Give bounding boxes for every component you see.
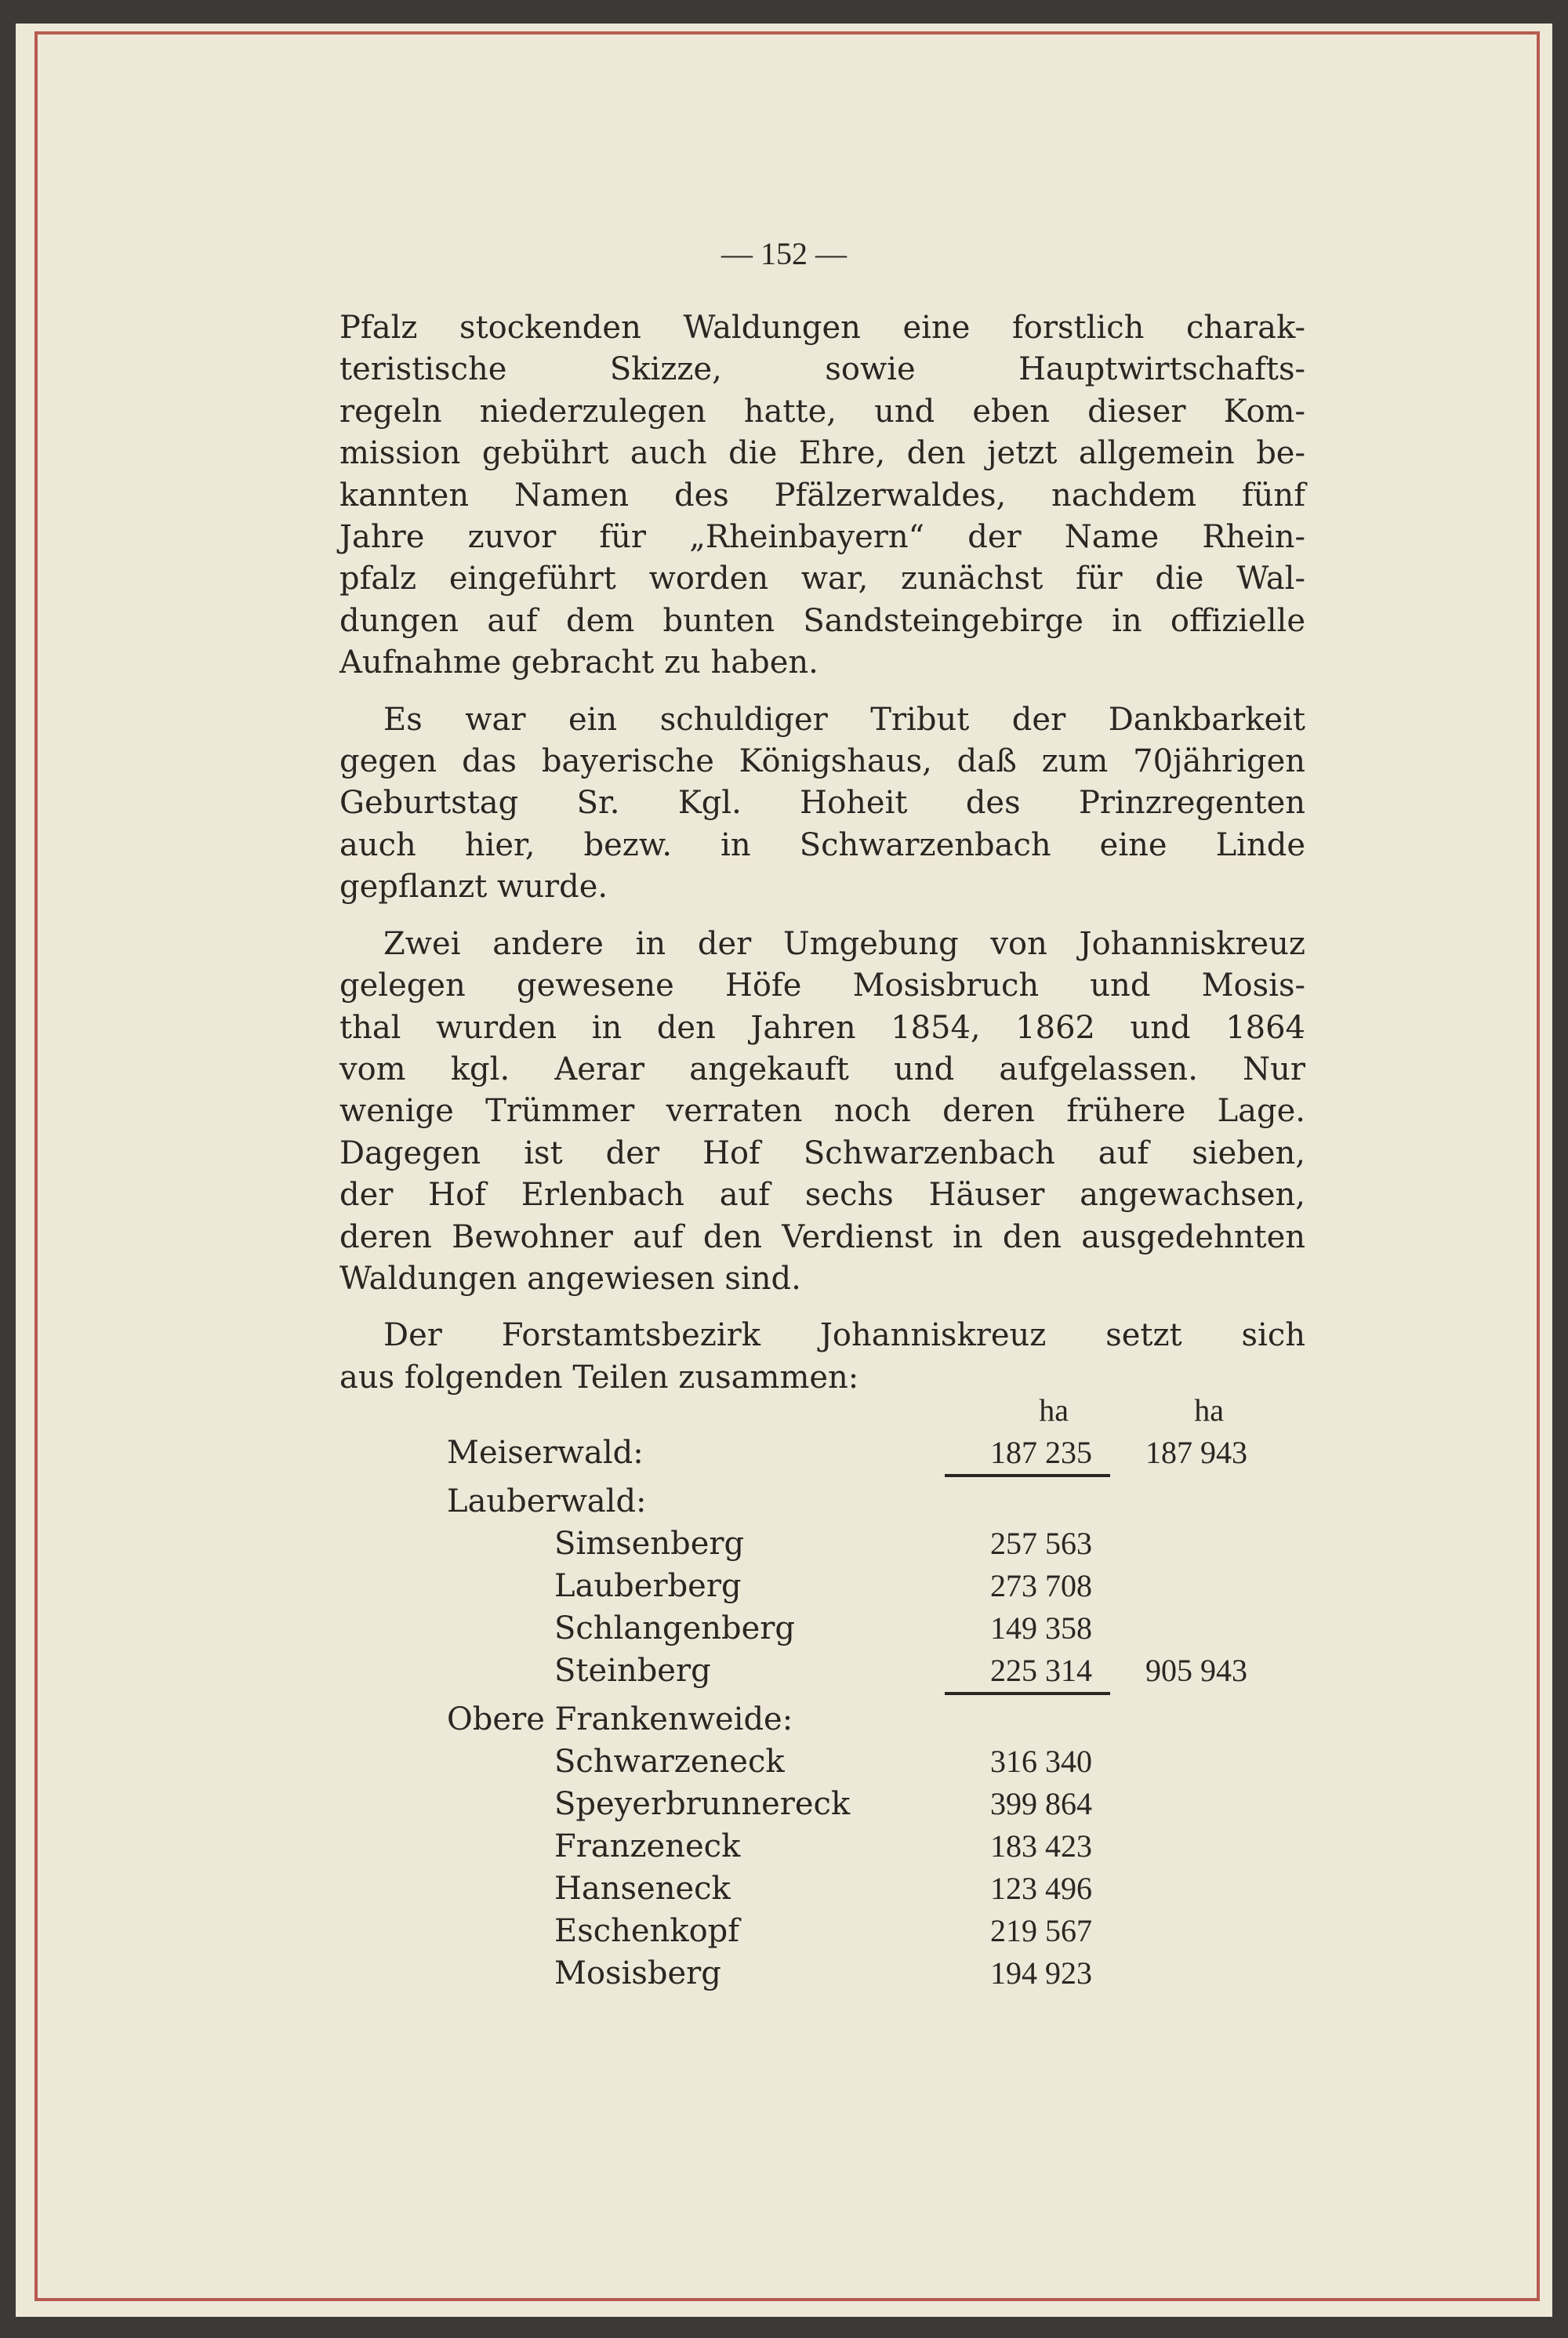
text-line: vom kgl. Aerar angekauft und aufgelassen. Nur bbox=[339, 1051, 1305, 1087]
group-label: Obere Frankenweide: bbox=[447, 1701, 793, 1737]
row-value: 225 314 bbox=[990, 1653, 1092, 1688]
text-line: aus folgenden Teilen zusammen: bbox=[339, 1359, 859, 1396]
table-row bbox=[339, 1825, 1305, 1868]
row-value: 183 423 bbox=[990, 1828, 1092, 1864]
text-line: deren Bewohner auf den Verdienst in den ausgedehnten bbox=[339, 1218, 1305, 1255]
row-label: Eschenkopf bbox=[554, 1913, 740, 1949]
table-row bbox=[339, 1783, 1305, 1825]
text-line: auch hier, bezw. in Schwarzenbach eine Linde bbox=[339, 826, 1305, 863]
row-label: Lauberberg bbox=[554, 1568, 742, 1604]
table-row bbox=[339, 1565, 1305, 1607]
text-line: gegen das bayerische Königshaus, daß zum 70jährigen bbox=[339, 743, 1305, 780]
text-line: gelegen gewesene Höfe Mosisbruch und Mosis- bbox=[339, 968, 1305, 1004]
table-row bbox=[339, 1868, 1305, 1910]
table-row bbox=[339, 1952, 1305, 1995]
row-label: Speyerbrunnereck bbox=[554, 1786, 851, 1822]
group-header bbox=[339, 1698, 1305, 1741]
group-label: Lauberwald: bbox=[447, 1483, 647, 1519]
group-header bbox=[339, 1480, 1305, 1523]
text-line: teristische Skizze, sowie Hauptwirtschafts- bbox=[339, 351, 1305, 388]
row-value: 399 864 bbox=[990, 1786, 1092, 1821]
text-line: thal wurden in den Jahren 1854, 1862 und 1864 bbox=[339, 1009, 1305, 1046]
text-line: Es war ein schuldiger Tribut der Dankbarkeit bbox=[383, 701, 1305, 738]
row-value: 257 563 bbox=[990, 1526, 1092, 1561]
text-line: kannten Namen des Pfälzerwaldes, nachdem fünf bbox=[339, 477, 1305, 514]
row-total: 905 943 bbox=[1145, 1653, 1247, 1688]
unit-label: ha bbox=[1194, 1392, 1224, 1428]
row-label: Steinberg bbox=[554, 1653, 711, 1689]
table-row bbox=[339, 1432, 1305, 1474]
table-row bbox=[339, 1650, 1305, 1692]
page-number: — 152 — bbox=[721, 236, 847, 271]
text-line: regeln niederzulegen hatte, und eben dieser Kom- bbox=[339, 393, 1305, 430]
text-line: Dagegen ist der Hof Schwarzenbach auf sieben, bbox=[339, 1135, 1305, 1171]
row-value: 149 358 bbox=[990, 1610, 1092, 1646]
sum-rule bbox=[339, 1474, 1305, 1480]
sum-rule bbox=[339, 1692, 1305, 1698]
body-text bbox=[339, 307, 1305, 1414]
text-line: dungen auf dem bunten Sandsteingebirge in offizielle bbox=[339, 602, 1305, 639]
text-line: Zwei andere in der Umgebung von Johanniskreuz bbox=[383, 925, 1305, 962]
row-value: 219 567 bbox=[990, 1913, 1092, 1948]
table-row bbox=[339, 1741, 1305, 1783]
table-row bbox=[339, 1523, 1305, 1565]
paragraph bbox=[339, 307, 1305, 684]
row-value: 273 708 bbox=[990, 1568, 1092, 1603]
text-line: der Hof Erlenbach auf sechs Häuser angewachsen, bbox=[339, 1177, 1305, 1214]
paragraph bbox=[339, 924, 1305, 1301]
text-line: Der Forstamtsbezirk Johanniskreuz setzt sich bbox=[383, 1317, 1305, 1354]
paragraph bbox=[339, 699, 1305, 909]
row-label: Schwarzeneck bbox=[554, 1744, 785, 1780]
text-line: Pfalz stockenden Waldungen eine forstlich charak- bbox=[339, 310, 1305, 346]
text-line: Geburtstag Sr. Kgl. Hoheit des Prinzregenten bbox=[339, 785, 1305, 822]
text-line: Jahre zuvor für „Rheinbayern“ der Name Rhein- bbox=[339, 519, 1305, 556]
table-row bbox=[339, 1607, 1305, 1650]
row-value: 194 923 bbox=[990, 1955, 1092, 1991]
row-value: 123 496 bbox=[990, 1871, 1092, 1906]
text-line: wenige Trümmer verraten noch deren frühere Lage. bbox=[339, 1093, 1305, 1130]
row-value: 187 235 bbox=[990, 1435, 1092, 1470]
paragraph bbox=[339, 1315, 1305, 1399]
row-label: Simsenberg bbox=[554, 1526, 745, 1562]
text-line: gepflanzt wurde. bbox=[339, 869, 608, 906]
unit-label: ha bbox=[1039, 1392, 1069, 1428]
row-label: Schlangenberg bbox=[554, 1610, 796, 1646]
row-value: 316 340 bbox=[990, 1744, 1092, 1779]
unit-header-row bbox=[339, 1389, 1305, 1432]
district-area-table bbox=[339, 1389, 1305, 1995]
table-row bbox=[339, 1910, 1305, 1952]
row-total: 187 943 bbox=[1145, 1435, 1247, 1470]
row-label: Meiserwald: bbox=[447, 1435, 644, 1471]
text-line: Waldungen angewiesen sind. bbox=[339, 1260, 801, 1297]
text-line: Aufnahme gebracht zu haben. bbox=[339, 644, 818, 681]
text-line: pfalz eingeführt worden war, zunächst für die Wal- bbox=[339, 561, 1305, 597]
text-line: mission gebührt auch die Ehre, den jetzt allgemein be- bbox=[339, 435, 1305, 472]
row-label: Franzeneck bbox=[554, 1828, 741, 1864]
row-label: Hanseneck bbox=[554, 1871, 731, 1907]
row-label: Mosisberg bbox=[554, 1955, 721, 1991]
